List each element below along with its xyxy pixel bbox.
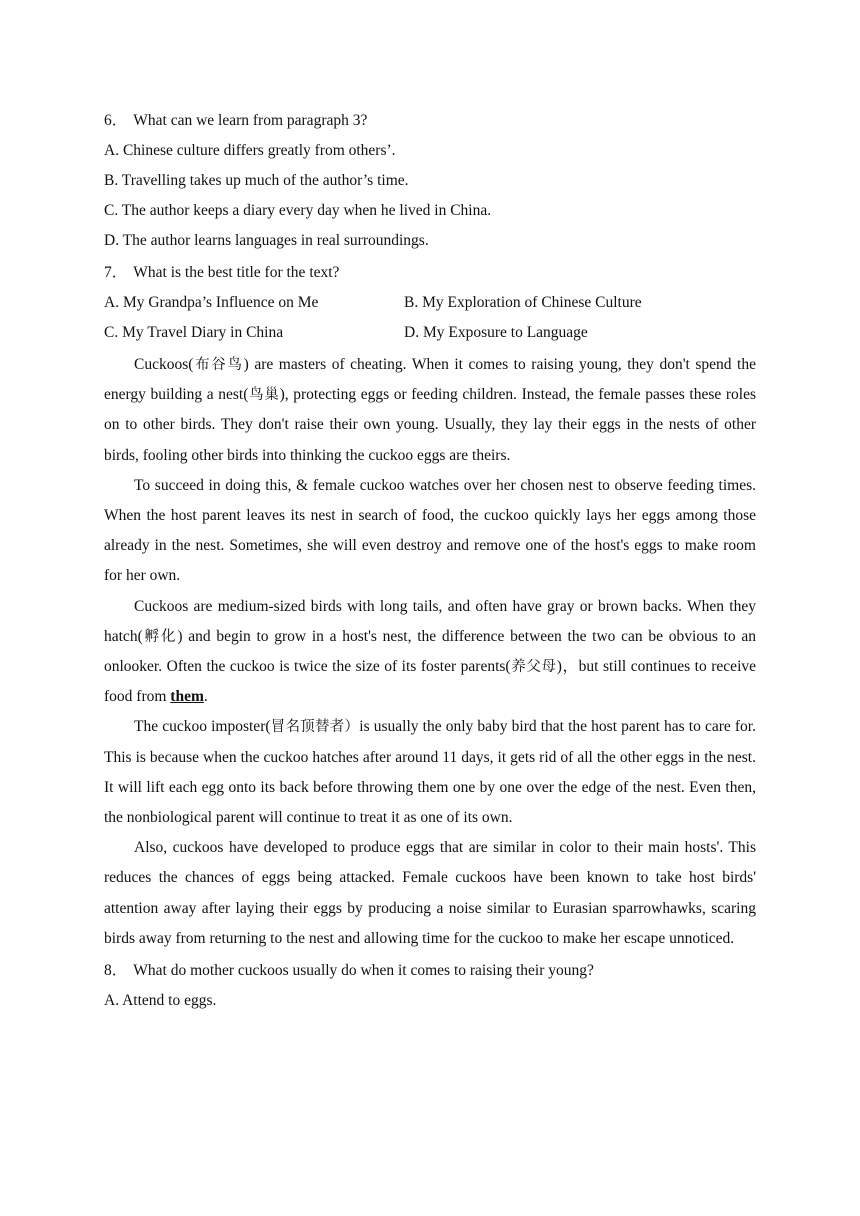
chinese-gloss: 养父母 xyxy=(510,659,557,676)
chinese-gloss: 冒名顶替者） xyxy=(270,719,360,736)
passage-paragraph-2: To succeed in doing this, & female cuckoo watches over her chosen nest to observe feeding times. When the host parent leaves its nest in search of food, the cuckoo quickly lays her eggs among those already in the nest. Sometimes, she will even destroy and remove one of the host's eggs to make room for her own. xyxy=(104,476,756,585)
options-row-ab xyxy=(104,288,756,318)
passage-paragraph-5: Also, cuckoos have developed to produce eggs that are similar in color to their main hosts'. This reduces the chances of eggs being attacked. Female cuckoos have been known to take host birds' attention away after laying their eggs by producing a noise similar to Eurasian sparrowhawks, scaring birds away from returning to the nest and allowing time for the cuckoo to make her escape unnoticed. xyxy=(104,839,756,947)
chinese-gloss: 布谷鸟 xyxy=(193,357,244,373)
question-number: 8． xyxy=(104,962,128,980)
passage-paragraph-4 xyxy=(104,712,756,833)
text-run: )，but still continues to receive food from xyxy=(104,658,757,706)
option-a: A. Attend to eggs. xyxy=(104,992,217,1010)
text-run: Cuckoos( xyxy=(134,356,194,373)
option-c: C. The author keeps a diary every day when he lived in China. xyxy=(104,202,492,219)
question-6 xyxy=(104,106,756,136)
text-run: Cuckoos are medium-sized birds with long tails, and often have gray or brown backs. When they hatch( xyxy=(104,597,756,645)
option-d: D. The author learns languages in real surroundings. xyxy=(104,232,429,249)
text-run: ), protecting eggs or feeding children. Instead, the female passes these roles on to other birds. They don't raise their own young. Usually, they lay their eggs in the nests of other birds, fooling other birds into thinking the cuckoo eggs are theirs. xyxy=(104,386,757,464)
option-d: D. My Exposure to Language xyxy=(404,324,588,341)
question-stem: What is the best title for the text? xyxy=(133,264,340,281)
question-stem: What do mother cuckoos usually do when it comes to raising their young? xyxy=(133,962,594,980)
chinese-gloss: 孵化 xyxy=(142,628,178,645)
text-run: . xyxy=(203,688,208,706)
passage-paragraph-3 xyxy=(104,592,756,713)
underlined-word: them xyxy=(170,688,204,706)
options-row-cd xyxy=(104,318,756,348)
text-run: ) are masters of cheating. When it comes to raising young, they don't spend the energy building a nest( xyxy=(104,356,756,404)
question-number: 7． xyxy=(104,264,128,281)
text-run: ) and begin to grow in a host's nest, the difference between the two can be obvious to an onlooker. Often the cuckoo is twice the size of its foster parents( xyxy=(104,627,756,676)
option-b: B. My Exploration of Chinese Culture xyxy=(404,294,642,311)
question-8 xyxy=(104,956,756,986)
text-run: is usually the only baby bird that the host parent has to care for. This is because when the cuckoo hatches after around 11 days, it gets rid of all the other eggs in the nest. It will lift each egg onto its back before throwing them one by one over the edge of the nest. Even then, the nonbiological parent will continue to treat it as one of its own. xyxy=(104,718,756,827)
option-c: C. My Travel Diary in China xyxy=(104,324,284,341)
passage-paragraph-1 xyxy=(104,350,756,471)
question-7 xyxy=(104,258,756,288)
text-run: The cuckoo imposter( xyxy=(134,718,271,736)
option-b: B. Travelling takes up much of the author’s time. xyxy=(104,172,409,189)
option-a: A. My Grandpa’s Influence on Me xyxy=(104,294,319,311)
option-a: A. Chinese culture differs greatly from others’. xyxy=(104,142,396,159)
question-number: 6． xyxy=(104,112,128,129)
question-stem: What can we learn from paragraph 3? xyxy=(133,112,368,129)
chinese-gloss: 鸟巢 xyxy=(248,387,280,404)
document-page xyxy=(104,104,756,1016)
